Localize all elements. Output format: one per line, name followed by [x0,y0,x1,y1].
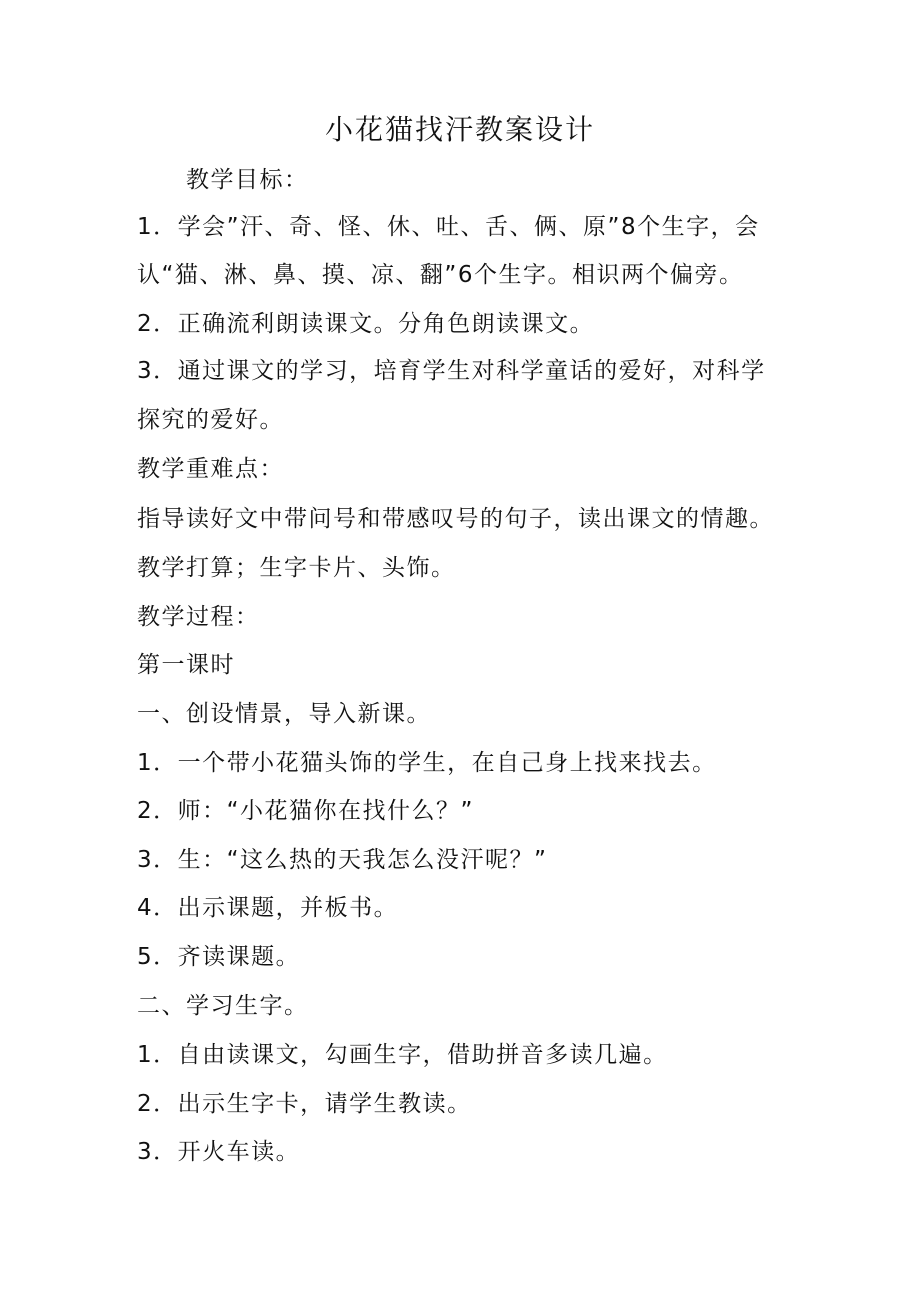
paragraph-line: 5．齐读课题。 [137,944,301,970]
paragraph-line: 教学打算；生字卡片、头饰。 [137,555,456,581]
paragraph-line: 探究的爱好。 [137,407,284,433]
section-heading-process: 教学过程： [137,604,260,630]
paragraph-line: 1．自由读课文，勾画生字，借助拼音多读几遍。 [137,1042,668,1068]
paragraph-line: 2．出示生字卡，请学生教读。 [137,1091,472,1117]
paragraph-line: 2．师：“小花猫你在找什么？” [137,798,474,824]
section-heading-lesson: 第一课时 [137,652,235,678]
section-heading-part-one: 一、创设情景，导入新课。 [137,701,431,727]
document-title: 小花猫找汗教案设计 [324,113,595,146]
paragraph-line: 3．通过课文的学习，培育学生对科学童话的爱好，对科学 [137,358,766,384]
paragraph-line: 3．生：“这么热的天我怎么没汗呢？” [137,847,548,873]
paragraph-line: 指导读好文中带问号和带感叹号的句子，读出课文的情趣。 [137,506,774,532]
paragraph-line: 3．开火车读。 [137,1139,301,1165]
paragraph-line: 1．学会”汗、奇、怪、休、吐、舌、俩、原”8个生字，会 [137,214,760,240]
section-heading-part-two: 二、学习生字。 [137,993,309,1019]
paragraph-line: 认“猫、淋、鼻、摸、凉、翻”6个生字。相识两个偏旁。 [137,262,744,288]
paragraph-line: 2．正确流利朗读课文。分角色朗读课文。 [137,311,595,337]
paragraph-line: 1．一个带小花猫头饰的学生，在自己身上找来找去。 [137,750,717,776]
section-heading-key-points: 教学重难点： [137,456,284,482]
paragraph-line: 4．出示课题，并板书。 [137,895,399,921]
section-heading-objectives: 教学目标： [186,167,309,193]
